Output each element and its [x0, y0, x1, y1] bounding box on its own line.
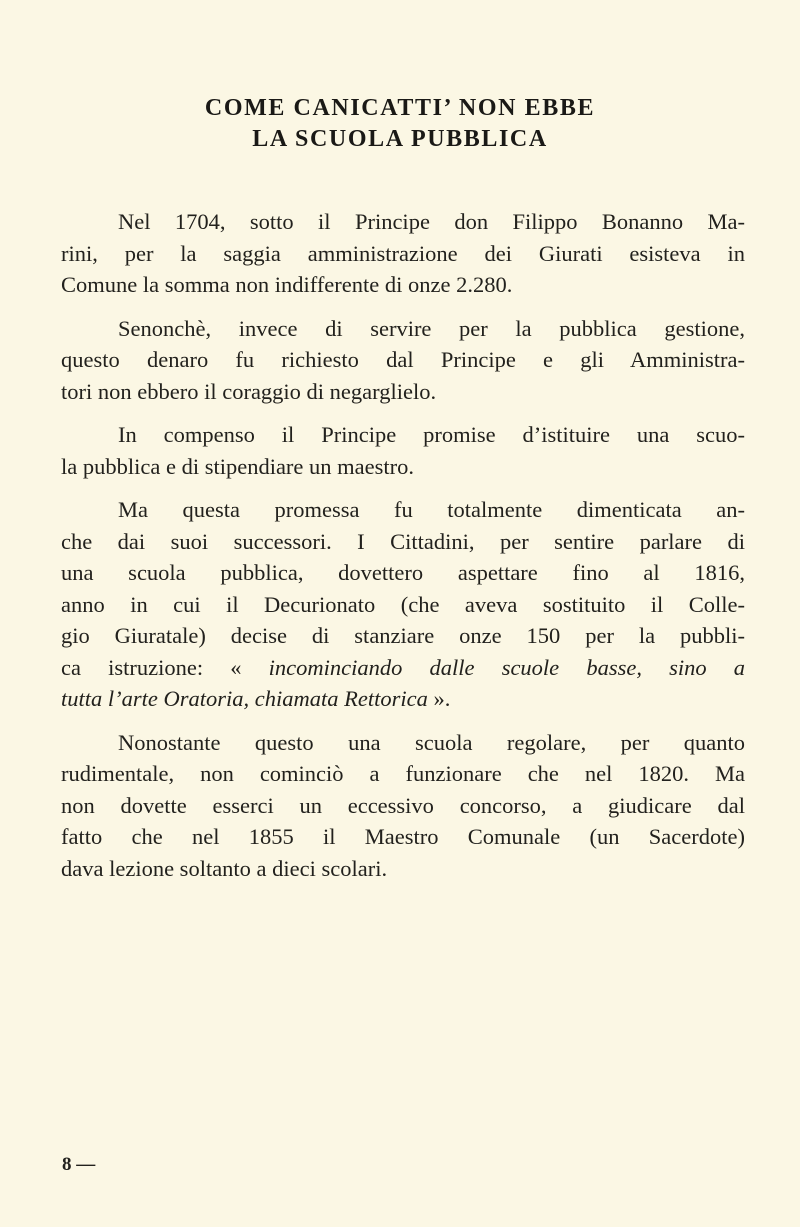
text-line: una scuola pubblica, dovettero aspettare fino al 1816, — [61, 560, 745, 585]
paragraph-1 — [61, 206, 745, 301]
text-line: dava lezione soltanto a dieci scolari. — [61, 855, 388, 881]
text-line: fatto che nel 1855 il Maestro Comunale (un Sacerdote) — [61, 824, 745, 849]
body-text — [61, 206, 745, 896]
text-line: non dovette esserci un eccessivo concorso, a giudicare dal — [61, 792, 745, 818]
paragraph-4 — [61, 494, 745, 715]
text-line — [61, 683, 745, 715]
quote-lead: ca istruzione: « — [61, 654, 269, 680]
text-line — [61, 652, 745, 684]
text-line: Comune la somma non indifferente di onze 2.280. — [61, 272, 513, 297]
text-line: rudimentale, non cominciò a funzionare che nel 1820. Ma — [61, 761, 745, 786]
text-line: tori non ebbero il coraggio di negarglielo. — [61, 378, 437, 404]
paragraph-5 — [61, 727, 745, 885]
text-line: questo denaro fu richiesto dal Principe e gli Amministra- — [61, 347, 745, 372]
paragraph-3 — [61, 419, 745, 482]
italic-quote-1: incominciando dalle scuole basse, sino a — [268, 654, 746, 680]
text-line: In compenso il Principe promise d’istituire una scuo- — [118, 422, 745, 447]
paragraph-2 — [61, 313, 745, 408]
text-line: rini, per la saggia amministrazione dei Giurati esisteva in — [61, 240, 745, 266]
text-line: Ma questa promessa fu totalmente dimenticata an- — [118, 497, 745, 522]
italic-quote-2: tutta l’arte Oratoria, chiamata Rettorica — [61, 686, 428, 711]
text-line: gio Giuratale) decise di stanziare onze 150 per la pubbli- — [61, 623, 745, 648]
text-line: la pubblica e di stipendiare un maestro. — [61, 453, 415, 479]
text-line: Nel 1704, sotto il Principe don Filippo Bonanno Ma- — [118, 209, 745, 234]
text-line: Senonchè, invece di servire per la pubblica gestione, — [118, 315, 745, 341]
chapter-title-line-2: LA SCUOLA PUBBLICA — [252, 126, 548, 152]
quote-close: ». — [427, 686, 451, 711]
text-line: che dai suoi successori. I Cittadini, per sentire parlare di — [61, 528, 745, 554]
text-line: Nonostante questo una scuola regolare, per quanto — [118, 729, 745, 755]
chapter-title-line-1: COME CANICATTI’ NON EBBE — [204, 95, 596, 121]
page-number: 8 — — [62, 1154, 96, 1175]
text-line: anno in cui il Decurionato (che aveva sostituito il Colle- — [61, 591, 745, 617]
chapter-title — [0, 93, 800, 155]
